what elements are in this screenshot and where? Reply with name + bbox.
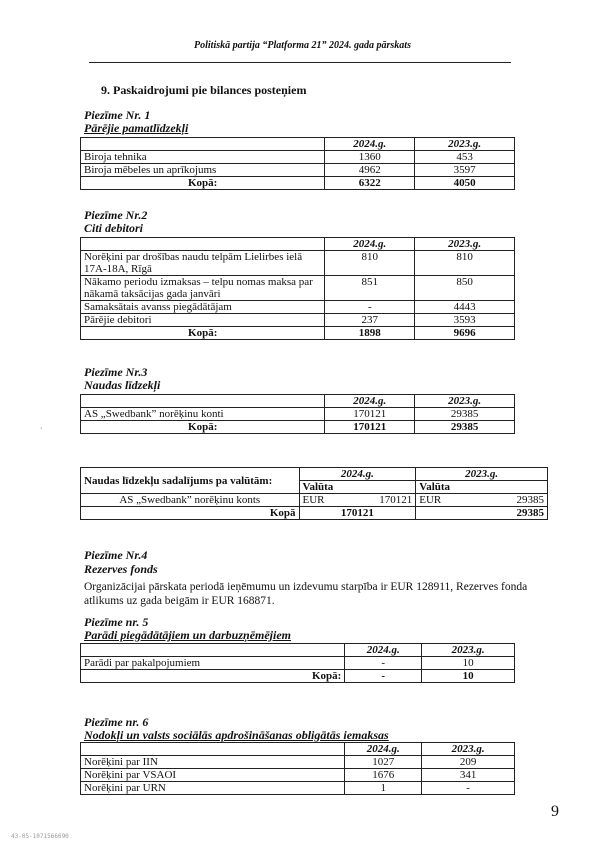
value-2024: 4962 bbox=[325, 164, 415, 177]
total-row bbox=[81, 507, 548, 520]
value-2024: 170121 bbox=[379, 494, 413, 506]
table-row bbox=[81, 782, 515, 795]
note3-table bbox=[80, 394, 515, 434]
table-header-row bbox=[81, 743, 515, 756]
row-label: Parādi par pakalpojumiem bbox=[81, 657, 345, 670]
table-row bbox=[81, 301, 515, 314]
value-2023: 3593 bbox=[415, 314, 515, 327]
note4-text: Organizācijai pārskata periodā ieņēmumu un izdevumu starpība ir EUR 128911, Rezerves fonda atlikums uz gada beigām ir EUR 168871. bbox=[84, 581, 528, 607]
value-2024: 851 bbox=[325, 276, 415, 301]
header-cell-2024: 2024.g. bbox=[325, 138, 415, 151]
row-label: Norēķini par VSAOI bbox=[81, 769, 345, 782]
total-2024: - bbox=[345, 670, 422, 683]
total-label: Kopā: bbox=[81, 327, 325, 340]
value-2023: 209 bbox=[422, 756, 515, 769]
document-id: 43-05-1071566690 bbox=[11, 833, 69, 840]
note2-label: Piezīme Nr.2 bbox=[84, 208, 148, 222]
value-2023: 850 bbox=[415, 276, 515, 301]
value-2023: 10 bbox=[422, 657, 515, 670]
header-cell-2024: 2024.g. bbox=[325, 395, 415, 408]
value-2024: - bbox=[325, 301, 415, 314]
currency-cell-2024 bbox=[299, 494, 416, 507]
total-label: Kopā bbox=[81, 507, 300, 520]
table-row bbox=[81, 276, 515, 301]
total-2023: 29385 bbox=[416, 507, 548, 520]
value-2024: 170121 bbox=[325, 408, 415, 421]
table-row bbox=[81, 408, 515, 421]
row-label: AS „Swedbank” norēķinu konts bbox=[81, 494, 300, 507]
table-row bbox=[81, 657, 515, 670]
note5-label: Piezīme nr. 5 bbox=[84, 615, 149, 629]
header-cell-2023: 2023.g. bbox=[415, 138, 515, 151]
row-label: Biroja tehnika bbox=[81, 151, 325, 164]
table-row bbox=[81, 756, 515, 769]
scan-mark: ˏ bbox=[40, 420, 43, 429]
row-label: Norēķini par IIN bbox=[81, 756, 345, 769]
row-label: Samaksātais avanss piegādātājam bbox=[81, 301, 325, 314]
table-row bbox=[81, 769, 515, 782]
note5-title: Parādi piegādātājiem un darbuzņēmējiem bbox=[84, 628, 292, 642]
currency-header-row bbox=[81, 468, 548, 481]
total-2024: 170121 bbox=[325, 421, 415, 434]
currency-code: EUR bbox=[419, 494, 442, 506]
note1-table bbox=[80, 137, 515, 190]
total-row bbox=[81, 421, 515, 434]
currency-code: EUR bbox=[302, 494, 325, 506]
total-row bbox=[81, 327, 515, 340]
value-2024: 1027 bbox=[345, 756, 422, 769]
note3-title: Naudas līdzekļi bbox=[84, 378, 161, 392]
value-2023: 29385 bbox=[516, 494, 544, 506]
note4-title: Rezerves fonds bbox=[84, 562, 158, 576]
note2-title: Citi debitori bbox=[84, 221, 144, 235]
total-2024: 6322 bbox=[325, 177, 415, 190]
value-2024: - bbox=[345, 657, 422, 670]
document-header: Politiskā partija “Platforma 21” 2024. gada pārskats bbox=[194, 40, 411, 51]
header-cell bbox=[81, 743, 345, 756]
currency-year-2024: 2024.g. bbox=[299, 468, 416, 481]
note6-title: Nodokļi un valsts sociālās apdrošināšanas obligātās iemaksas bbox=[84, 728, 389, 742]
header-cell-2023: 2023.g. bbox=[422, 644, 515, 657]
value-2024: 237 bbox=[325, 314, 415, 327]
total-label: Kopā: bbox=[81, 421, 325, 434]
page-number: 9 bbox=[551, 803, 559, 820]
header-cell bbox=[81, 395, 325, 408]
total-label: Kopā: bbox=[81, 670, 345, 683]
value-2023: 29385 bbox=[415, 408, 515, 421]
header-cell-2024: 2024.g. bbox=[345, 743, 422, 756]
header-cell-2024: 2024.g. bbox=[325, 238, 415, 251]
currency-cell-2023 bbox=[416, 494, 548, 507]
header-cell-2023: 2023.g. bbox=[415, 395, 515, 408]
total-2024: 170121 bbox=[299, 507, 416, 520]
value-2023: 3597 bbox=[415, 164, 515, 177]
table-row bbox=[81, 151, 515, 164]
value-2023: - bbox=[422, 782, 515, 795]
table-row bbox=[81, 314, 515, 327]
currency-year-2023: 2023.g. bbox=[416, 468, 548, 481]
table-header-row bbox=[81, 238, 515, 251]
note2-table bbox=[80, 237, 515, 340]
note6-table bbox=[80, 742, 515, 795]
total-label: Kopā: bbox=[81, 177, 325, 190]
row-label: Biroja mēbeles un aprīkojums bbox=[81, 164, 325, 177]
total-2023: 29385 bbox=[415, 421, 515, 434]
header-cell-2023: 2023.g. bbox=[415, 238, 515, 251]
currency-table-title: Naudas līdzekļu sadalījums pa valūtām: bbox=[81, 468, 300, 494]
valuta-label-2024: Valūta bbox=[299, 481, 416, 494]
row-label: Norēķini par drošības naudu telpām Lielirbes ielā 17A-18A, Rīgā bbox=[81, 251, 325, 276]
total-2024: 1898 bbox=[325, 327, 415, 340]
total-2023: 4050 bbox=[415, 177, 515, 190]
header-cell-2024: 2024.g. bbox=[345, 644, 422, 657]
header-cell bbox=[81, 238, 325, 251]
total-2023: 9696 bbox=[415, 327, 515, 340]
table-row bbox=[81, 494, 548, 507]
row-label: AS „Swedbank” norēķinu konti bbox=[81, 408, 325, 421]
header-rule bbox=[89, 62, 511, 63]
note1-title: Pārējie pamatlīdzekļi bbox=[84, 121, 189, 135]
valuta-label-2023: Valūta bbox=[416, 481, 548, 494]
note1-label: Piezīme Nr. 1 bbox=[84, 108, 151, 122]
total-row bbox=[81, 670, 515, 683]
note6-label: Piezīme nr. 6 bbox=[84, 715, 149, 729]
value-2024: 1 bbox=[345, 782, 422, 795]
header-cell-2023: 2023.g. bbox=[422, 743, 515, 756]
value-2023: 341 bbox=[422, 769, 515, 782]
value-2024: 810 bbox=[325, 251, 415, 276]
currency-table bbox=[80, 467, 548, 520]
value-2024: 1676 bbox=[345, 769, 422, 782]
table-header-row bbox=[81, 138, 515, 151]
table-row bbox=[81, 164, 515, 177]
header-cell bbox=[81, 138, 325, 151]
note5-table bbox=[80, 643, 515, 683]
total-row bbox=[81, 177, 515, 190]
value-2023: 453 bbox=[415, 151, 515, 164]
row-label: Pārējie debitori bbox=[81, 314, 325, 327]
table-row bbox=[81, 251, 515, 276]
table-header-row bbox=[81, 395, 515, 408]
value-2024: 1360 bbox=[325, 151, 415, 164]
value-2023: 810 bbox=[415, 251, 515, 276]
table-header-row bbox=[81, 644, 515, 657]
row-label: Norēķini par URN bbox=[81, 782, 345, 795]
note3-label: Piezīme Nr.3 bbox=[84, 365, 148, 379]
value-2023: 4443 bbox=[415, 301, 515, 314]
note4-label: Piezīme Nr.4 bbox=[84, 548, 148, 562]
header-cell bbox=[81, 644, 345, 657]
total-2023: 10 bbox=[422, 670, 515, 683]
section-title: 9. Paskaidrojumi pie bilances posteņiem bbox=[101, 83, 307, 97]
row-label: Nākamo periodu izmaksas – telpu nomas maksa par nākamā taksācijas gada janvāri bbox=[81, 276, 325, 301]
